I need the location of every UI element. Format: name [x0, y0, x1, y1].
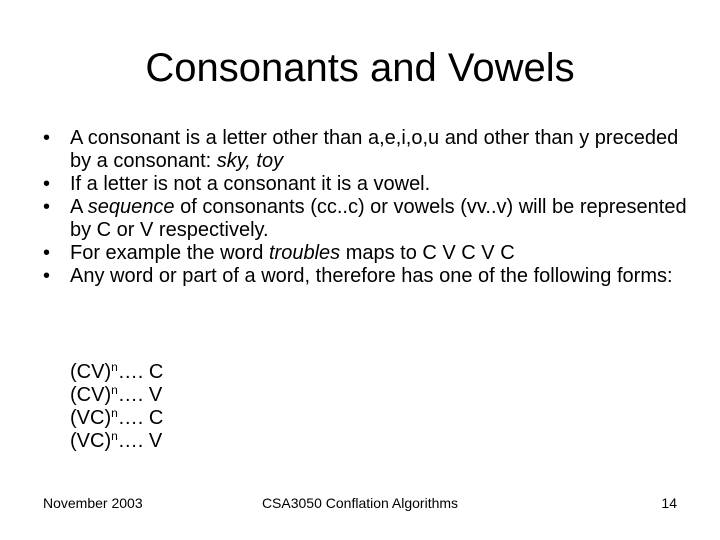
bullet-text: A	[70, 196, 88, 218]
bullet-italic-text: sky, toy	[216, 150, 284, 172]
form-base: (VC)	[70, 407, 112, 429]
bullet-text: maps to C V C V C	[340, 242, 515, 264]
bullet-item	[43, 173, 693, 196]
form-tail: …. V	[117, 430, 163, 452]
form-exponent: n	[111, 429, 118, 443]
bullet-dot: •	[43, 127, 51, 149]
footer-course: CSA3050 Conflation Algorithms	[261, 495, 459, 511]
bullet-text: A consonant is a letter other than a,e,i,o,u and other than y preceded by a consonant:	[70, 127, 679, 172]
form-tail: …. V	[117, 384, 163, 406]
form-exponent: n	[111, 360, 118, 374]
form-exponent: n	[111, 406, 118, 420]
form-item	[70, 384, 163, 407]
bullet-list	[43, 127, 693, 288]
slide-title: Consonants and Vowels	[145, 46, 575, 90]
bullet-dot: •	[43, 196, 51, 218]
form-base: (VC)	[70, 430, 112, 452]
bullet-item	[43, 196, 693, 242]
bullet-italic-text: troubles	[268, 242, 341, 264]
bullet-dot: •	[43, 265, 51, 287]
bullet-text: For example the word	[70, 242, 269, 264]
form-tail: …. C	[117, 361, 164, 383]
bullet-dot: •	[43, 173, 51, 195]
bullet-item	[43, 242, 693, 265]
bullet-item	[43, 127, 693, 173]
form-item	[70, 361, 163, 384]
form-base: (CV)	[70, 384, 112, 406]
bullet-text: of consonants (cc..c) or vowels (vv..v) will be represented by C or V respectively.	[70, 196, 687, 241]
form-exponent: n	[111, 383, 118, 397]
form-item	[70, 430, 163, 453]
footer-date: November 2003	[43, 495, 143, 511]
bullet-item	[43, 265, 693, 288]
form-tail: …. C	[117, 407, 164, 429]
form-list	[70, 361, 163, 453]
bullet-text: Any word or part of a word, therefore has one of the following forms:	[70, 265, 673, 287]
bullet-italic-text: sequence	[87, 196, 175, 218]
form-base: (CV)	[70, 361, 112, 383]
bullet-dot: •	[43, 242, 51, 264]
form-item	[70, 407, 163, 430]
footer-page-number: 14	[661, 495, 677, 511]
bullet-text: If a letter is not a consonant it is a vowel.	[70, 173, 431, 195]
